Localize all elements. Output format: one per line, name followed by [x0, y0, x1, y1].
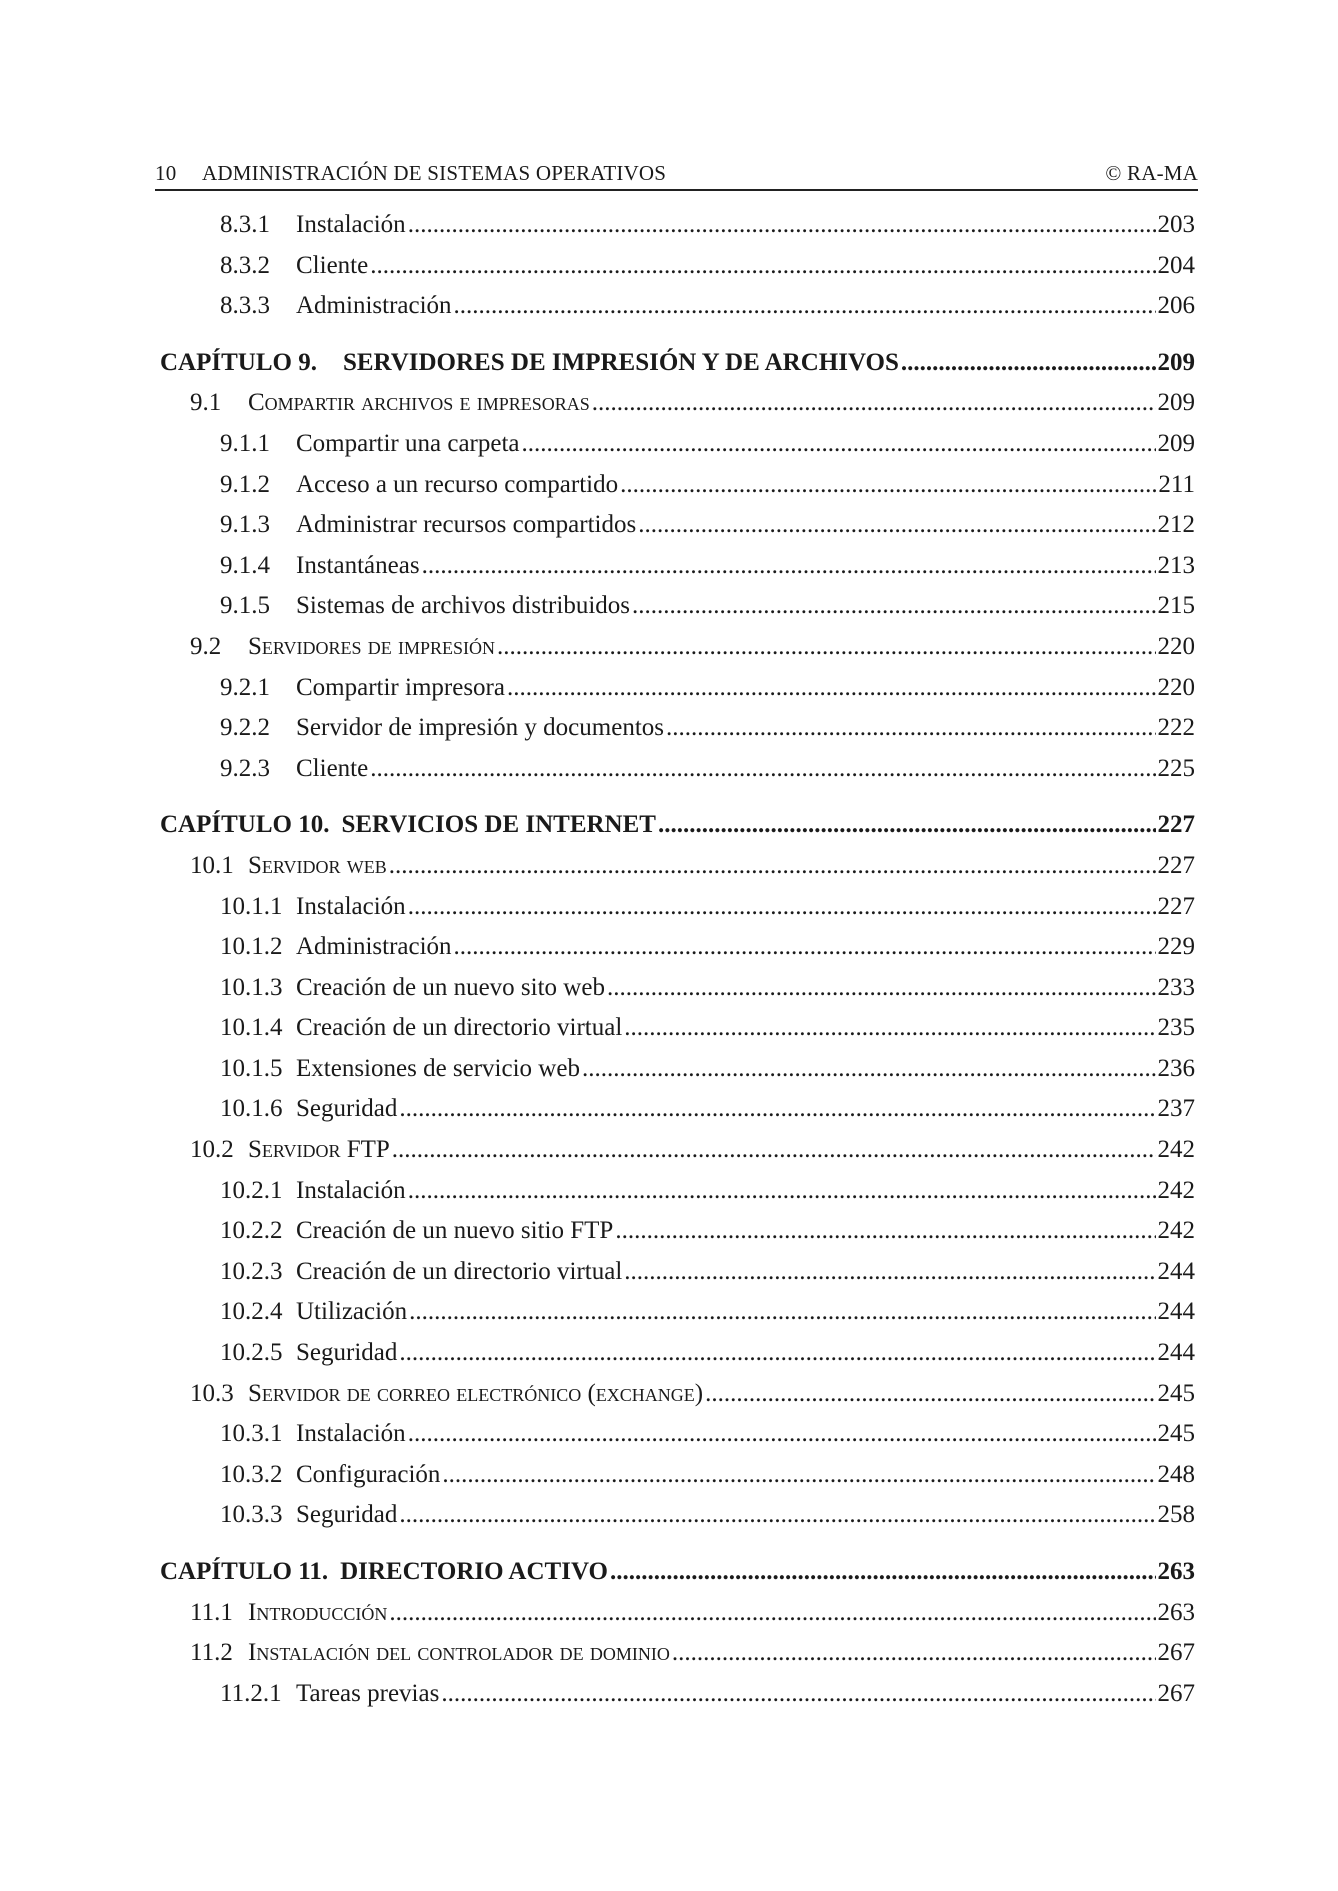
toc-entry-title: Creación de un directorio virtual	[296, 1014, 623, 1042]
toc-subsection-entry[interactable]	[160, 755, 1195, 796]
toc-entry-page: 233	[1157, 973, 1195, 1001]
toc-entry-page: 244	[1157, 1257, 1195, 1285]
toc-entry-number: 10.2.5	[220, 1339, 283, 1367]
dot-leader	[441, 1680, 1155, 1708]
toc-subsection-entry[interactable]	[160, 1177, 1195, 1218]
toc-subsection-entry[interactable]	[160, 1461, 1195, 1502]
running-header	[155, 157, 1198, 191]
toc-subsection-entry[interactable]	[160, 1258, 1195, 1299]
toc-subsection-entry[interactable]	[160, 1339, 1195, 1380]
dot-leader	[389, 1599, 1155, 1627]
toc-entry-number: 10.1.5	[220, 1054, 283, 1082]
toc-entry-number: 10.3.1	[220, 1420, 283, 1448]
toc-section-entry[interactable]	[160, 1599, 1195, 1640]
toc-entry-title: SERVIDORES DE IMPRESIÓN Y DE ARCHIVOS	[342, 348, 899, 376]
toc-entry-page: 215	[1157, 592, 1195, 620]
dot-leader	[422, 552, 1156, 580]
toc-subsection-entry[interactable]	[160, 552, 1195, 593]
dot-leader	[522, 430, 1156, 458]
dot-leader	[408, 893, 1156, 921]
dot-leader	[389, 852, 1156, 880]
toc-entry-title: Extensiones de servicio web	[296, 1054, 580, 1082]
toc-entry-number: 10.1.2	[220, 933, 283, 961]
toc-entry-page: 220	[1157, 673, 1195, 701]
toc-entry-title: Administrar recursos compartidos	[296, 511, 637, 539]
toc-entry-page: 237	[1157, 1095, 1195, 1123]
toc-entry-number: CAPÍTULO 9.	[160, 348, 317, 376]
dot-leader	[408, 211, 1156, 239]
toc-entry-number: 8.3.3	[220, 292, 270, 320]
toc-entry-title: Cliente	[296, 754, 369, 782]
toc-subsection-entry[interactable]	[160, 1680, 1195, 1721]
toc-entry-number: 9.1.5	[220, 592, 270, 620]
toc-entry-number: 10.2.1	[220, 1176, 283, 1204]
toc-entry-title: Seguridad	[296, 1339, 398, 1367]
toc-entry-title: Servidor de impresión y documentos	[296, 714, 664, 742]
dot-leader	[658, 811, 1156, 839]
dot-leader	[705, 1380, 1155, 1408]
toc-entry-number: 10.3.2	[220, 1460, 283, 1488]
toc-entry-page: 227	[1157, 811, 1195, 839]
dot-leader	[454, 933, 1156, 961]
toc-entry-number: 9.1	[190, 389, 222, 417]
toc-entry-page: 222	[1157, 714, 1195, 742]
dot-leader	[409, 1298, 1155, 1326]
toc-entry-title: Sistemas de archivos distribuidos	[296, 592, 630, 620]
dot-leader	[624, 1258, 1155, 1286]
dot-leader	[442, 1461, 1155, 1489]
toc-entry-number: 11.2	[190, 1639, 233, 1667]
toc-entry-page: 263	[1157, 1598, 1195, 1626]
toc-entry-number: 9.2.1	[220, 673, 270, 701]
toc-entry-number: 9.1.4	[220, 551, 270, 579]
header-book-title: ADMINISTRACIÓN DE SISTEMAS OPERATIVOS	[202, 161, 667, 185]
toc-subsection-entry[interactable]	[160, 1217, 1195, 1258]
toc-entry-title: Instalación del controlador de dominio	[248, 1639, 670, 1667]
table-of-contents	[160, 211, 1195, 1720]
toc-entry-number: 10.1	[190, 851, 234, 879]
toc-entry-page: 211	[1158, 470, 1195, 498]
toc-entry-page: 204	[1157, 251, 1195, 279]
toc-entry-title: Compartir una carpeta	[296, 429, 520, 457]
toc-section-entry[interactable]	[160, 852, 1195, 893]
toc-entry-number: 10.3	[190, 1379, 234, 1407]
header-page-number: 10	[155, 161, 177, 185]
toc-entry-title: Instalación	[296, 1420, 406, 1448]
toc-entry-number: 9.2	[190, 632, 222, 660]
toc-chapter-entry[interactable]	[160, 349, 1195, 390]
toc-section-entry[interactable]	[160, 389, 1195, 430]
toc-entry-page: 220	[1157, 632, 1195, 660]
toc-entry-number: 10.2.3	[220, 1257, 283, 1285]
dot-leader	[672, 1639, 1156, 1667]
toc-subsection-entry[interactable]	[160, 292, 1195, 333]
toc-entry-title: Creación de un directorio virtual	[296, 1257, 623, 1285]
toc-entry-title: Administración	[296, 933, 452, 961]
toc-subsection-entry[interactable]	[160, 211, 1195, 252]
dot-leader	[370, 252, 1155, 280]
dot-leader	[620, 471, 1156, 499]
toc-entry-title: Administración	[296, 292, 452, 320]
toc-entry-title: Servidores de impresión	[248, 632, 495, 660]
toc-entry-title: Configuración	[296, 1460, 441, 1488]
toc-entry-number: 10.1.6	[220, 1095, 283, 1123]
dot-leader	[632, 592, 1156, 620]
toc-chapter-entry[interactable]	[160, 1558, 1195, 1599]
toc-entry-title: Servidor FTP	[248, 1136, 390, 1164]
toc-subsection-entry[interactable]	[160, 974, 1195, 1015]
toc-subsection-entry[interactable]	[160, 1298, 1195, 1339]
toc-subsection-entry[interactable]	[160, 252, 1195, 293]
dot-leader	[615, 1217, 1155, 1245]
toc-entry-page: 227	[1157, 851, 1195, 879]
toc-entry-page: 242	[1157, 1176, 1195, 1204]
toc-subsection-entry[interactable]	[160, 471, 1195, 512]
toc-entry-title: Servidor web	[248, 851, 387, 879]
toc-entry-title: Introducción	[248, 1598, 388, 1626]
toc-entry-title: Acceso a un recurso compartido	[296, 470, 619, 498]
toc-entry-title: Creación de un nuevo sito web	[296, 973, 605, 1001]
dot-leader	[607, 974, 1156, 1002]
toc-subsection-entry[interactable]	[160, 1095, 1195, 1136]
toc-entry-number: 9.2.3	[220, 754, 270, 782]
toc-subsection-entry[interactable]	[160, 1014, 1195, 1055]
toc-entry-title: SERVICIOS DE INTERNET	[341, 811, 656, 839]
toc-entry-title: Compartir archivos e impresoras	[248, 389, 590, 417]
toc-entry-number: 10.2.4	[220, 1298, 283, 1326]
dot-leader	[370, 755, 1155, 783]
toc-entry-page: 206	[1157, 292, 1195, 320]
dot-leader	[454, 292, 1156, 320]
toc-entry-page: 245	[1157, 1379, 1195, 1407]
dot-leader	[392, 1136, 1156, 1164]
toc-entry-title: Creación de un nuevo sitio FTP	[296, 1217, 614, 1245]
toc-entry-page: 225	[1157, 754, 1195, 782]
dot-leader	[610, 1558, 1156, 1586]
toc-section-entry[interactable]	[160, 633, 1195, 674]
toc-entry-page: 242	[1157, 1136, 1195, 1164]
toc-entry-page: 248	[1157, 1460, 1195, 1488]
toc-entry-page: 244	[1157, 1339, 1195, 1367]
dot-leader	[408, 1177, 1156, 1205]
toc-entry-page: 236	[1157, 1054, 1195, 1082]
toc-entry-page: 235	[1157, 1014, 1195, 1042]
dot-leader	[592, 389, 1156, 417]
dot-leader	[399, 1501, 1155, 1529]
toc-entry-title: Instantáneas	[296, 551, 420, 579]
toc-entry-number: 10.3.3	[220, 1501, 283, 1529]
toc-entry-number: 10.2.2	[220, 1217, 283, 1245]
toc-entry-title: Instalación	[296, 892, 406, 920]
toc-entry-number: 10.2	[190, 1136, 234, 1164]
toc-subsection-entry[interactable]	[160, 1055, 1195, 1096]
toc-entry-page: 212	[1157, 511, 1195, 539]
dot-leader	[624, 1014, 1155, 1042]
toc-subsection-entry[interactable]	[160, 674, 1195, 715]
dot-leader	[399, 1339, 1155, 1367]
toc-subsection-entry[interactable]	[160, 592, 1195, 633]
toc-entry-number: 11.2.1	[220, 1679, 282, 1707]
toc-subsection-entry[interactable]	[160, 430, 1195, 471]
toc-entry-title: Seguridad	[296, 1095, 398, 1123]
toc-entry-number: 8.3.2	[220, 251, 270, 279]
toc-entry-title: Utilización	[296, 1298, 408, 1326]
dot-leader	[582, 1055, 1156, 1083]
toc-entry-title: Instalación	[296, 1176, 406, 1204]
toc-entry-page: 203	[1157, 211, 1195, 238]
toc-subsection-entry[interactable]	[160, 1420, 1195, 1461]
toc-entry-page: 227	[1157, 892, 1195, 920]
toc-entry-number: 9.1.2	[220, 470, 270, 498]
toc-subsection-entry[interactable]	[160, 714, 1195, 755]
dot-leader	[399, 1095, 1155, 1123]
toc-entry-number: 11.1	[190, 1598, 233, 1626]
toc-entry-page: 245	[1157, 1420, 1195, 1448]
dot-leader	[901, 349, 1156, 377]
toc-entry-number: 9.2.2	[220, 714, 270, 742]
toc-subsection-entry[interactable]	[160, 1501, 1195, 1542]
toc-entry-title: Seguridad	[296, 1501, 398, 1529]
toc-entry-page: 263	[1157, 1558, 1195, 1585]
toc-entry-number: 8.3.1	[220, 211, 270, 238]
toc-entry-title: Tareas previas	[296, 1679, 440, 1707]
header-publisher: © RA-MA	[1105, 161, 1198, 185]
toc-chapter-entry[interactable]	[160, 811, 1195, 852]
toc-entry-title: DIRECTORIO ACTIVO	[340, 1558, 608, 1585]
toc-section-entry[interactable]	[160, 1639, 1195, 1680]
dot-leader	[497, 633, 1156, 661]
toc-entry-page: 209	[1157, 389, 1195, 417]
toc-subsection-entry[interactable]	[160, 933, 1195, 974]
toc-entry-page: 258	[1157, 1501, 1195, 1529]
toc-entry-number: 10.1.4	[220, 1014, 283, 1042]
toc-entry-page: 244	[1157, 1298, 1195, 1326]
toc-entry-page: 267	[1157, 1679, 1195, 1707]
toc-entry-page: 209	[1157, 429, 1195, 457]
toc-entry-number: CAPÍTULO 11.	[160, 1558, 329, 1585]
toc-entry-page: 209	[1157, 348, 1195, 376]
toc-entry-title: Instalación	[296, 211, 406, 238]
dot-leader	[408, 1420, 1156, 1448]
toc-subsection-entry[interactable]	[160, 511, 1195, 552]
toc-entry-title: Compartir impresora	[296, 673, 505, 701]
toc-entry-number: 9.1.1	[220, 429, 270, 457]
toc-section-entry[interactable]	[160, 1380, 1195, 1421]
toc-entry-number: CAPÍTULO 10.	[160, 811, 330, 839]
toc-entry-number: 9.1.3	[220, 511, 270, 539]
toc-section-entry[interactable]	[160, 1136, 1195, 1177]
toc-entry-title: Servidor de correo electrónico (exchange)	[248, 1379, 704, 1407]
toc-entry-title: Cliente	[296, 251, 369, 279]
toc-entry-page: 229	[1157, 933, 1195, 961]
toc-entry-number: 10.1.1	[220, 892, 283, 920]
toc-entry-number: 10.1.3	[220, 973, 283, 1001]
toc-entry-page: 267	[1157, 1639, 1195, 1667]
dot-leader	[638, 511, 1155, 539]
dot-leader	[666, 714, 1156, 742]
toc-subsection-entry[interactable]	[160, 893, 1195, 934]
toc-entry-page: 242	[1157, 1217, 1195, 1245]
toc-entry-page: 213	[1157, 551, 1195, 579]
dot-leader	[507, 674, 1156, 702]
